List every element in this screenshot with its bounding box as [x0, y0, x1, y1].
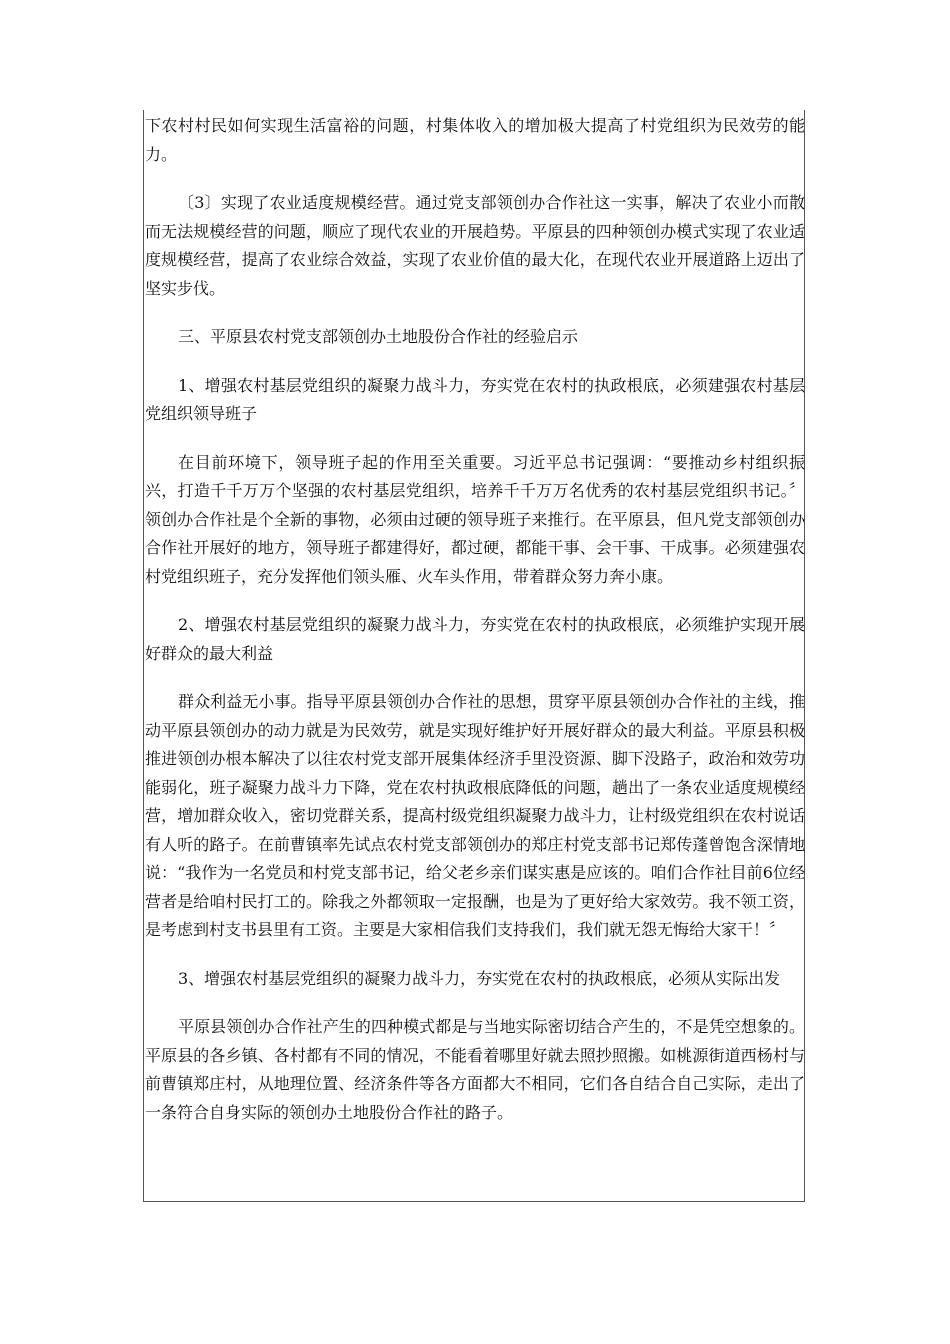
paragraph-leadership: 在目前环境下，领导班子起的作用至关重要。习近平总书记强调：“要推动乡村组织振兴，打造千千万万个坚强的农村基层党组织，培养千千万万名优秀的农村基层党组织书记。〞领创办合作社是个全新的事物，必须由过硬的领导班子来推行。在平原县，但凡党支部领创办合作社开展好的地方，领导班子都建得好，都过硬，都能干事、会干事、干成事。必须建强农村党组织班子，充分发挥他们领头雁、火车头作用，带着群众努力奔小康。: [145, 452, 805, 586]
paragraph-continuation: 下农村村民如何实现生活富裕的问题，村集体收入的增加极大提高了村党组织为民效劳的能力。: [145, 116, 805, 164]
subheading-1: 1、增强农村基层党组织的凝聚力战斗力，夯实党在农村的执政根底，必须建强农村基层党组织领导班子: [145, 375, 805, 423]
subheading-3: 3、增强农村基层党组织的凝聚力战斗力，夯实党在农村的执政根底，必须从实际出发: [178, 968, 781, 988]
paragraph-practical-reality: 平原县领创办合作社产生的四种模式都是与当地实际密切结合产生的，不是凭空想象的。平原县的各乡镇、各村都有不同的情况，不能看着哪里好就去照抄照搬。如桃源街道西杨村与前曹镇郑庄村，从地理位置、经济条件等各方面都大不相同，它们各自结合自己实际，走出了一条符合自身实际的领创办土地股份合作社的路子。: [145, 1017, 805, 1122]
document-body: [145, 112, 805, 1147]
paragraph-scale-operation: 〔3〕实现了农业适度规模经营。通过党支部领创办合作社这一实事，解决了农业小而散而无法规模经营的问题，顺应了现代农业的开展趋势。平原县的四种领创办模式实现了农业适度规模经营，提高了农业综合效益，实现了农业价值的最大化，在现代农业开展道路上迈出了坚实步伐。: [145, 193, 805, 298]
paragraph-mass-interest: 群众利益无小事。指导平原县领创办合作社的思想，贯穿平原县领创办合作社的主线，推动平原县领创办的动力就是为民效劳，就是实现好维护好开展好群众的最大利益。平原县积极推进领创办根本解决了以往农村党支部开展集体经济手里没资源、脚下没路子，政治和效劳功能弱化，班子凝聚力战斗力下降，党在农村执政根底降低的问题，趟出了一条农业适度规模经营，增加群众收入，密切党群关系，提高村级党组织凝聚力战斗力，让村级党组织在农村说话有人听的路子。在前曹镇率先试点农村党支部领创办的郑庄村党支部书记郑传蓬曾饱含深情地说：“我作为一名党员和村党支部书记，给父老乡亲们谋实惠是应该的。咱们合作社目前6位经营者是给咱村民打工的。除我之外都领取一定报酬，也是为了更好给大家效劳。我不领工资，是考虑到村支书县里有工资。主要是大家相信我们支持我们，我们就无怨无悔给大家干！〞: [145, 692, 805, 939]
section-heading-three: 三、平原县农村党支部领创办土地股份合作社的经验启示: [178, 327, 579, 346]
subheading-2: 2、增强农村基层党组织的凝聚力战斗力，夯实党在农村的执政根底，必须维护实现开展好群众的最大利益: [145, 615, 805, 663]
